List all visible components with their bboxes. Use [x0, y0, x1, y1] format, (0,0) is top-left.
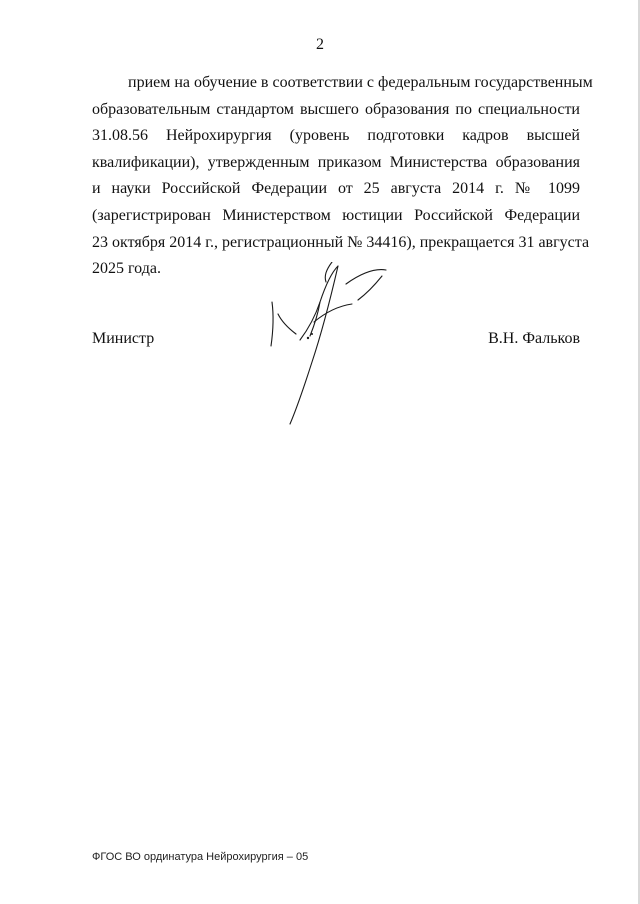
paragraph-line-6: (зарегистрирован Министерством юстиции Российской Федерации: [92, 206, 580, 224]
signature-block: [92, 330, 580, 354]
paragraph-line-5: и науки Российской Федерации от 25 августа 2014 г. № 1099: [92, 180, 580, 198]
signer-name: В.Н. Фальков: [488, 330, 580, 347]
body-paragraph: [92, 70, 593, 283]
paragraph-line-4: квалификации), утвержденным приказом Министерства образования: [92, 153, 580, 171]
paragraph-line-1: прием на обучение в соответствии с федеральным государственным: [128, 74, 593, 91]
footer-note: ФГОС ВО ординатура Нейрохирургия – 05: [92, 851, 309, 863]
paragraph-line-2: образовательным стандартом высшего образования по специальности: [92, 100, 580, 118]
paragraph-line-3: 31.08.56 Нейрохирургия (уровень подготовки кадров высшей: [92, 127, 580, 145]
page-number: 2: [316, 36, 324, 53]
signer-title: Министр: [92, 330, 155, 347]
paragraph-line-8: 2025 года.: [92, 260, 161, 278]
paragraph-line-7: 23 октября 2014 г., регистрационный № 34416), прекращается 31 августа: [92, 233, 590, 251]
